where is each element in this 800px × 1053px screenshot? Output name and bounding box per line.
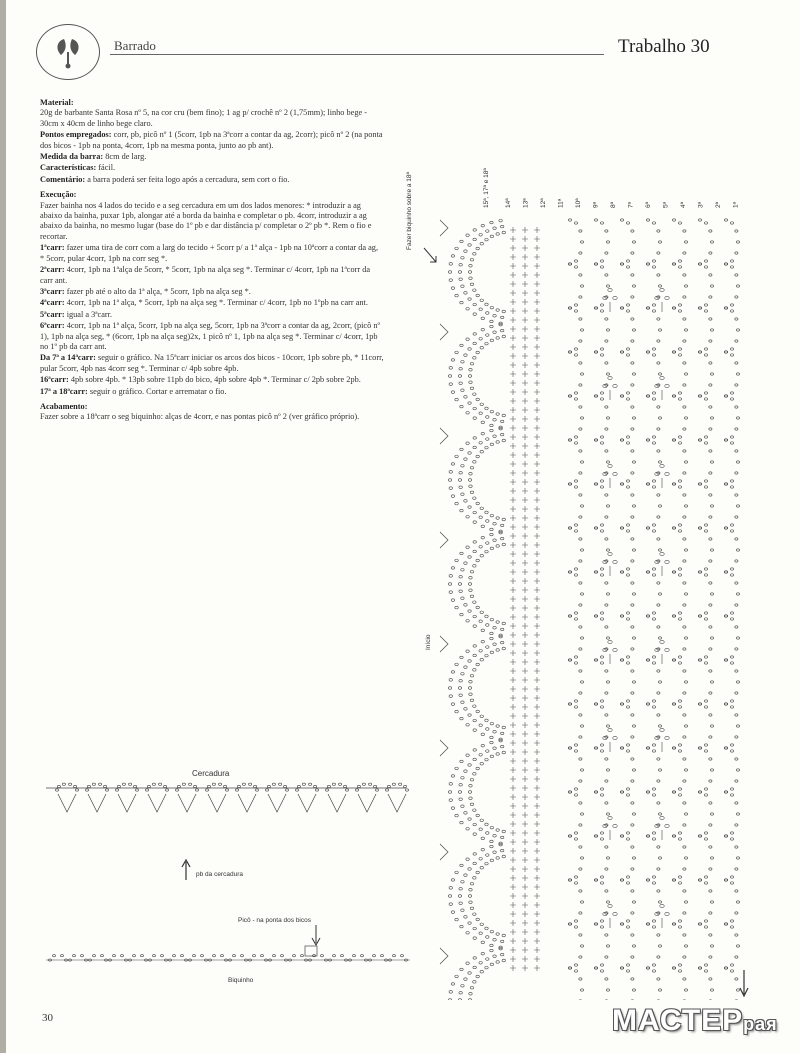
row-number-label: 9ª [592, 201, 600, 208]
cercadura-label: Cercadura [192, 769, 230, 778]
pb-cercadura-label: pb da cercadura [196, 871, 243, 878]
rows-top-label: 15ª, 17ª e 18ª [483, 168, 490, 208]
row-5-label: 5ªcarr: [40, 309, 65, 319]
row-17-18-text: seguir o gráfico. Cortar e arrematar o fio. [89, 386, 227, 396]
comment-label: Comentário: [40, 174, 86, 184]
pointer-arrow-icon [424, 248, 436, 262]
biquinho-instruction-label: Fazer biquinho sobre a 18ª [406, 172, 413, 250]
row-4-label: 4ªcarr: [40, 298, 65, 308]
comment-text: a barra poderá ser feita logo após a cercadura, sem cort o fio. [87, 174, 290, 184]
points-label: Pontos empregados: [40, 130, 112, 140]
features-text: fácil. [98, 163, 116, 173]
watermark-main: МАСТЕР [612, 1004, 744, 1037]
row-number-label: 4ª [680, 201, 687, 208]
row-number-label: 5ª [662, 201, 670, 208]
page-edge [0, 0, 6, 1053]
section-name: Barrado [114, 38, 156, 53]
header-rule [110, 54, 604, 55]
material-label: Material: [40, 98, 74, 107]
row-number-label: 7ª [627, 201, 635, 208]
row-4-text: 4corr, 1pb na 1ª alça, * 5corr, 1pb na alça seg *. Terminar c/ 4corr, 1pb no 1ºpb na carr ant. [66, 298, 368, 308]
finishing-text: Fazer sobre a 18ªcarr o seg biquinho: alças de 4corr, e nas pontas picô nº 2 (ver gráfico próprio). [40, 412, 360, 422]
crochet-chart-body [440, 219, 740, 1000]
row-number-label: 13ª [522, 198, 530, 208]
crochet-chart [400, 90, 766, 1000]
row-number-label: 6ª [645, 201, 652, 208]
row-2-label: 2ªcarr: [40, 265, 65, 275]
row-5-text: igual a 3ªcarr. [66, 309, 113, 319]
row-number-label: 10ª [575, 198, 582, 208]
cercadura-chart [46, 783, 409, 812]
watermark [612, 1004, 778, 1038]
row-17-18-label: 17ª a 18ªcarr: [40, 386, 88, 396]
measure-text: 8cm de larg. [105, 152, 147, 162]
row-number-label: 1ª [732, 201, 740, 208]
page-number: 30 [42, 1012, 53, 1024]
row-6-text: 4corr, 1pb na 1ª alça, 5corr, 1pb na alça seg, 5corr, 1pb na 3ªcorr a contar da ag, 2corr, (picô nº 1), 1pb na alça seg, * (6corr, 1pb na alça seg)2x, 1 picô nº 1, 1pb na alça seg *. Terminar c/ 4corr, 1pb no 1º pb da carr ant. [40, 321, 381, 351]
row-7-14-label: Da 7ª a 14ªcarr: [40, 353, 96, 363]
row-2-text: 4corr, 1pb na 1ªalça de 5corr, * 5corr, 1pb na alça seg *. Terminar c/ 4corr, 1pb na 1ªcorr da carr ant. [40, 265, 371, 285]
row-16-label: 16ªcarr: [40, 375, 69, 385]
leaf-logo-icon [36, 24, 100, 80]
material-text: 20g de barbante Santa Rosa nº 5, na cor cru (bem fino); 1 ag p/ crochê nº 2 (1,75mm); linho bege - 30cm x 40cm de linho bege claro. [40, 108, 368, 128]
execution-label: Execução: [40, 190, 77, 200]
pico-label: Picô - na ponta dos bicos [238, 917, 311, 924]
row-number-label: 8ª [610, 201, 617, 208]
row-3-label: 3ªcarr: [40, 286, 65, 296]
row-number-label: 11ª [557, 198, 565, 208]
row-3-text: fazer pb até o alto da 1ª alça, * 5corr, 1pb na alça seg *. [66, 286, 251, 296]
row-number-label: 12ª [540, 198, 547, 208]
row-number-label: 3ª [697, 201, 705, 208]
row-number-label: 14ª [505, 198, 512, 208]
up-arrow-icon [182, 860, 190, 880]
row-1-text: fazer uma tira de corr com a larg do tecido + 5corr p/ a 1ª alça - 1pb na 10ªcorr a contar da ag, * 5corr, pular 4corr, 1pb na corr seg *. [40, 243, 379, 263]
down-arrow-icon [740, 970, 748, 996]
biquinho-label: Biquinho [228, 977, 254, 984]
row-16-text: 4pb sobre 4pb. * 13pb sobre 11pb do bico, 4pb sobre 4pb *. Terminar c/ 2pb sobre 2pb. [70, 375, 361, 385]
row-numbers [505, 198, 740, 208]
execution-text: Fazer bainha nos 4 lados do tecido e a seg cercadura em um dos lados menores: * introduzir a ag abaixo da bainha, puxar 1pb, alongar até a borda da bainha e completar o pb. 4corr, introduzir a ag abaixo da bainha, no mesmo lugar (base do 1º pb e dar distância p/ completar o 2º pb *. Rem o fio e recortar. [40, 200, 372, 241]
down-arrow-icon [312, 925, 320, 945]
page-title: Trabalho 30 [618, 36, 710, 57]
row-number-label: 2ª [715, 201, 722, 208]
small-diagrams [30, 760, 410, 990]
measure-label: Medida da barra: [40, 152, 104, 162]
finishing-label: Acabamento: [40, 401, 88, 411]
biquinho-chart [46, 946, 410, 961]
watermark-small: рая [743, 1014, 778, 1034]
inicio-label: Início [425, 634, 432, 650]
points-text: corr, pb, picô nº 1 (5corr, 1pb na 3ªcorr a contar da ag, 2corr); picô nº 2 (na ponta dos bicos - 1pb na ponta, 4corr, 1pb na mesma ponta, junto ao pb ant). [40, 130, 383, 150]
features-label: Características: [40, 163, 97, 173]
instructions [40, 98, 384, 424]
row-7-14-text: seguir o gráfico. Na 15ªcarr iniciar os arcos dos bicos - 10corr, 1pb sobre pb, * 11corr, pular 5corr, 4pb nas 4corr seg *. Terminar c/ 4pb sobre 4pb. [40, 353, 384, 373]
row-1-label: 1ªcarr: [40, 243, 65, 253]
row-6-label: 6ªcarr: [40, 321, 65, 331]
